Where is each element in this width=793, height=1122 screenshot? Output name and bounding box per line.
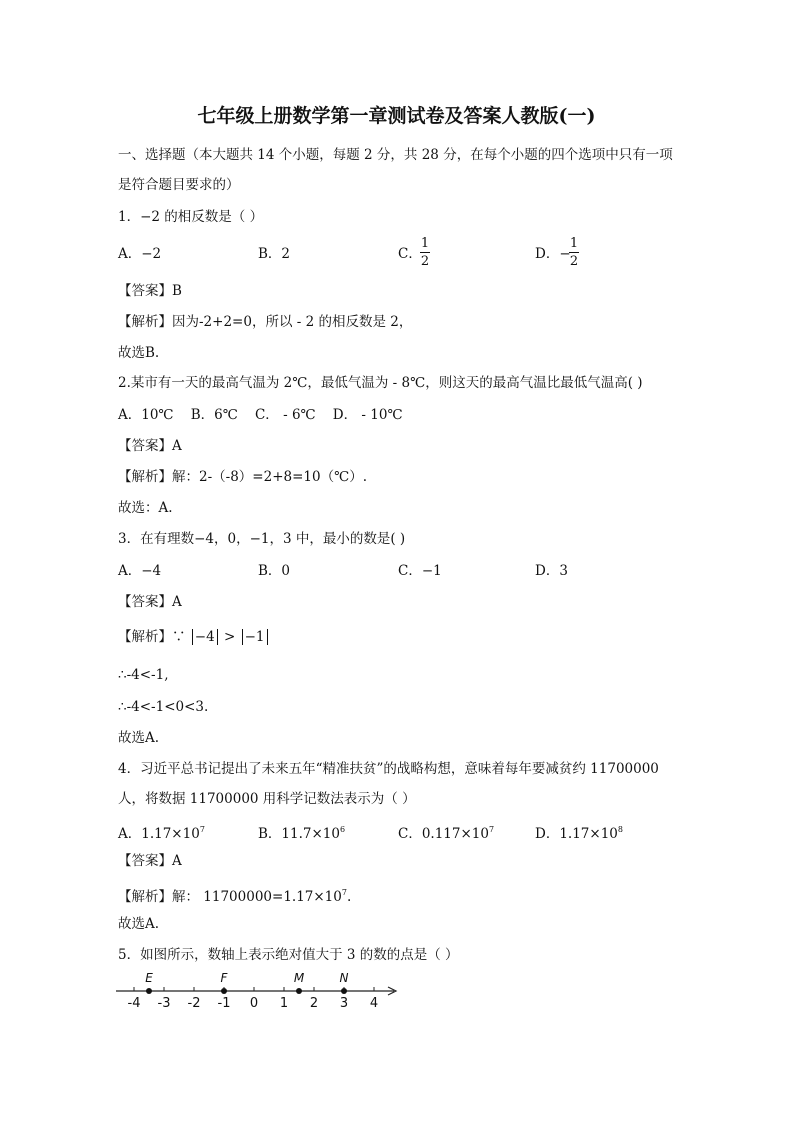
number-line-point-label: E [145,971,153,985]
q1-option-c-prefix: C． [398,246,422,262]
q3-conclusion: 故选A. [118,730,160,746]
number-line-point-e [146,988,152,994]
q4-analysis [118,884,351,906]
q4-b-base: B．11.7×10 [258,826,340,842]
q1-c-numerator: 1 [420,236,430,251]
q2-options: A．10℃ B．6℃ C． - 6℃ D． - 10℃ [118,407,403,423]
q4-c-exponent: 7 [488,825,495,834]
number-line-tick-label: -1 [217,996,231,1011]
q1-c-denominator: 2 [420,254,430,269]
q3-answer: 【答案】A [118,594,182,610]
q1-option-b: B．2 [258,246,291,262]
q1-option-c-fraction [420,236,430,269]
number-line-point-label: N [339,971,349,985]
q1-option-a: A．−2 [118,246,162,262]
section-header-cont: 是符合题目要求的） [118,177,240,193]
number-line-tick-label: 0 [249,996,259,1011]
number-line-point-n [341,988,347,994]
q1-stem: 1．−2 的相反数是（ ） [118,209,264,225]
q1-answer: 【答案】B [118,283,182,299]
number-line-point-m [296,988,302,994]
q1-analysis: 【解析】因为-2+2=0，所以 - 2 的相反数是 2， [118,314,413,330]
q4-a-base: A．1.17×10 [118,826,200,842]
q2-conclusion: 故选：A. [118,500,173,516]
number-line-tick-label: 1 [279,996,289,1011]
q3-step2: ∴-4<-1<0<3. [118,699,209,715]
number-line-point-label: M [293,971,305,985]
q3-option-c: C．−1 [398,563,442,579]
q3-analysis-prefix: 【解析】∵ [118,629,186,645]
q4-d-exponent: 8 [617,825,623,834]
q2-stem: 2.某市有一天的最高气温为 2℃，最低气温为 - 8℃，则这天的最高气温比最低气温高( ) [118,375,643,391]
q1-option-d-prefix: D．− [535,246,571,262]
q3-stem: 3．在有理数−4，0，−1，3 中，最小的数是( ) [118,531,406,547]
number-line-point-f [221,988,227,994]
q3-analysis [118,628,270,646]
q4-d-base: D．1.17×10 [535,826,618,842]
number-line-tick-label: -2 [187,996,201,1011]
q4-a-exponent: 7 [199,825,205,834]
q1-d-denominator: 2 [569,254,579,269]
number-line-figure [112,966,402,1012]
q3-greater-than: > [224,629,236,645]
q4-option-a [118,821,205,843]
q4-option-d [535,821,623,843]
q4-b-exponent: 6 [339,825,346,834]
q3-abs-neg4: −4 [192,629,218,645]
page-title: 七年级上册数学第一章测试卷及答案人教版(一) [197,105,596,127]
q3-option-d: D．3 [535,563,568,579]
q4-option-b [258,821,345,843]
number-line-tick-label: -4 [127,996,141,1011]
number-line-tick-label: 4 [369,996,379,1011]
number-line-tick-label: 2 [309,996,319,1011]
q1-conclusion: 故选B. [118,345,160,361]
q4-stem-line1: 4．习近平总书记提出了未来五年“精准扶贫”的战略构想，意味着每年要减贫约 11700000 [118,761,659,777]
section-header: 一、选择题（本大题共 14 个小题，每题 2 分，共 28 分，在每个小题的四个选项中只有一项 [118,147,673,163]
q4-c-base: C．0.117×10 [398,826,489,842]
q4-analysis-base: 【解析】解： 11700000=1.17×10 [118,889,342,905]
q4-option-c [398,821,494,843]
q3-abs-neg1: −1 [242,629,268,645]
q4-conclusion: 故选A. [118,916,160,932]
number-line-point-label: F [220,971,228,985]
q3-step1: ∴-4<-1, [118,667,169,683]
q4-stem-line2: 人，将数据 11700000 用科学记数法表示为（ ） [118,791,416,807]
q4-analysis-end: . [346,889,352,905]
q4-analysis-exponent: 7 [341,888,347,897]
q3-option-a: A．−4 [118,563,162,579]
q1-option-d-fraction [569,236,579,269]
q2-answer: 【答案】A [118,438,182,454]
q1-d-numerator: 1 [569,236,579,251]
number-line-tick-label: -3 [157,996,171,1011]
q2-analysis: 【解析】解：2-（-8）=2+8=10（℃）. [118,469,367,485]
q4-answer: 【答案】A [118,853,182,869]
q5-stem: 5．如图所示，数轴上表示绝对值大于 3 的数的点是（ ） [118,947,459,963]
number-line-tick-label: 3 [339,996,349,1011]
q3-option-b: B．0 [258,563,291,579]
